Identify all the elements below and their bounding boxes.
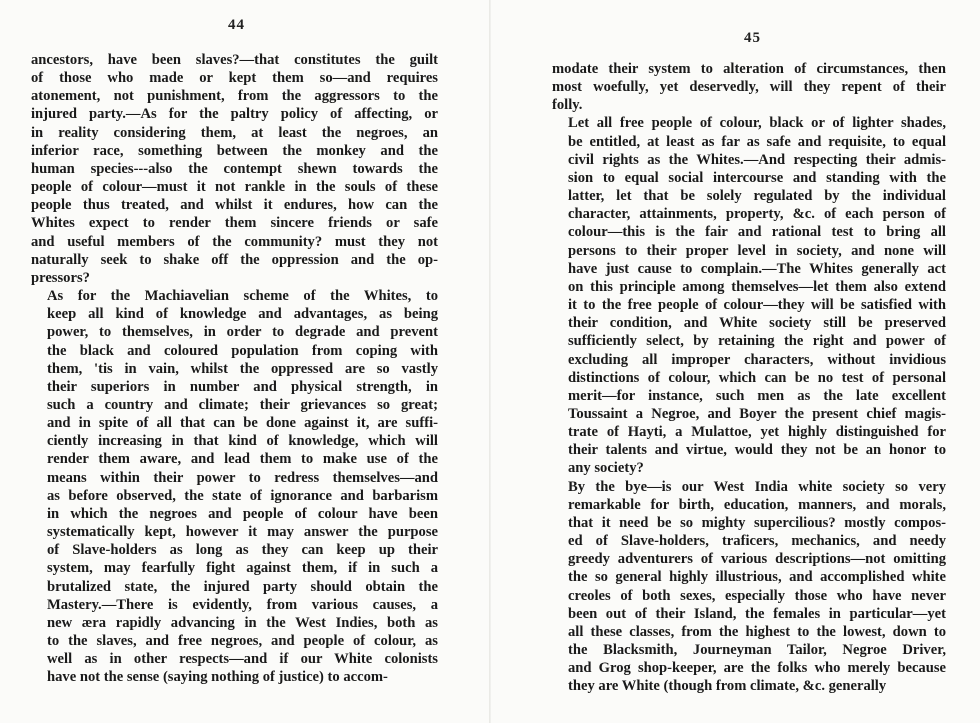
text-line: character, attainments, property, &c. of each person of (568, 206, 946, 223)
text-line: the so general highly illustrious, and accomplished white (568, 569, 946, 586)
text-line: Toussaint a Negroe, and Boyer the present chief magis- (568, 405, 946, 422)
text-line: atonement, not punishment, from the aggressors to the (31, 88, 438, 105)
text-line: of Slave-holders as long as they can keep up their (47, 542, 438, 559)
paragraph (552, 114, 946, 477)
text-line: creoles of both sexes, especially those who have never (568, 587, 946, 604)
text-line: well as in other respects—and if our White colonists (47, 651, 438, 668)
text-line: sion to equal social intercourse and standing with the (568, 169, 946, 186)
text-line: systematically kept, however it may answer the purpose (47, 524, 438, 541)
text-line: such a country and climate; their grievances so great; (47, 396, 438, 413)
text-line: latter, let that be solely regulated by the individual (568, 188, 946, 205)
page-number: 45 (744, 30, 761, 46)
text-line: Whites expect to render them sincere friends or safe (31, 215, 438, 232)
page-right (491, 0, 980, 723)
text-line: ancestors, have been slaves?—that constitutes the guilt (31, 52, 438, 68)
text-line: people of colour—must it not rankle in the souls of these (31, 179, 438, 196)
text-line: As for the Machiavelian scheme of the Whites, to (47, 288, 438, 305)
text-line: injured party.—As for the paltry policy of affecting, or (31, 106, 438, 123)
text-line: means within their power to redress themselves—and (47, 469, 438, 486)
text-line: of those who made or kept them so—and requires (31, 70, 438, 87)
text-line: all these classes, from the highest to the lowest, down to (568, 623, 946, 640)
text-line: most woefully, yet deservedly, will they repent of their (552, 79, 946, 96)
text-line: trate of Hayti, a Mulattoe, yet highly distinguished for (568, 424, 946, 441)
text-line: their condition, and White society still be preserved (568, 315, 946, 332)
text-line: been out of their Island, the females in particular—yet (568, 605, 946, 622)
paragraph (552, 478, 946, 696)
page-left (0, 0, 489, 723)
text-line: their superiors in number and physical strength, in (47, 378, 438, 395)
text-line: their talents and virtue, would they not be an honor to (568, 442, 946, 459)
text-line: persons to their proper level in society, and none will (568, 242, 946, 259)
text-line: ciently increasing in that kind of knowledge, which will (47, 433, 438, 450)
text-line: keep all kind of knowledge and advantages, as being (47, 306, 438, 323)
paragraph (31, 287, 438, 686)
page-body (552, 60, 946, 695)
text-line: remarkable for birth, education, manners, and morals, (568, 496, 946, 513)
text-line: them, 'tis in vain, whilst the oppressed are so vastly (47, 360, 438, 377)
text-line: colour—this is the fair and rational test to bring all (568, 224, 946, 241)
text-line: as before observed, the state of ignorance and barbarism (47, 487, 438, 504)
text-line: on this principle among themselves—let them also extend (568, 278, 946, 295)
text-line: the Blacksmith, Journeyman Tailor, Negroe Driver, (568, 642, 946, 658)
text-line: inferior race, something between the monkey and the (31, 142, 438, 159)
text-line: distinctions of colour, which can be no test of personal (568, 369, 946, 386)
paragraph (31, 51, 438, 287)
text-line: ed of Slave-holders, traficers, mechanics, and needy (568, 533, 946, 550)
page-body (31, 51, 438, 686)
text-line: and in spite of all that can be done against it, are suffi- (47, 415, 438, 432)
text-line: and Grog shop-keeper, are the folks who merely because (568, 660, 946, 677)
text-line: brutalized state, the injured party should obtain the (47, 578, 438, 595)
text-line: people thus treated, and whilst it endures, how can the (31, 197, 438, 214)
text-line: By the bye—is our West India white society so very (568, 478, 946, 495)
text-line: have just cause to complain.—The Whites generally act (568, 260, 946, 277)
text-line: civil rights as the Whites.—And respecting their admis- (568, 151, 946, 168)
text-line: the black and coloured population from coping with (47, 342, 438, 359)
text-line: in reality considering them, at least the negroes, an (31, 124, 438, 141)
text-line: naturally seek to shake off the oppression and the op- (31, 251, 438, 268)
text-line: system, may fearfully fight against them, if in such a (47, 560, 438, 577)
text-line: that it need be so mighty supercilious? mostly compos- (568, 514, 946, 531)
text-line: and useful members of the community? must they not (31, 233, 438, 250)
text-line: human species---also the contempt shewn towards the (31, 160, 438, 177)
text-line: they are White (though from climate, &c. generally (568, 678, 887, 695)
text-line: have not the sense (saying nothing of justice) to accom- (47, 669, 388, 686)
text-line: excluding all improper characters, without invidious (568, 351, 946, 368)
text-line: Mastery.—There is evidently, from various causes, a (47, 596, 438, 613)
text-line: pressors? (31, 269, 90, 286)
text-line: greedy adventurers of various descriptions—not omitting (568, 551, 946, 568)
paragraph (552, 60, 946, 114)
text-line: Let all free people of colour, black or of lighter shades, (568, 115, 946, 132)
text-line: modate their system to alteration of circumstances, then (552, 61, 946, 77)
text-line: power, to themselves, in order to degrade and prevent (47, 324, 438, 341)
page-number: 44 (228, 17, 245, 33)
text-line: any society? (568, 460, 644, 477)
text-line: render them aware, and lead them to make use of the (47, 451, 438, 468)
text-line: sufficiently select, by retaining the right and power of (568, 333, 946, 350)
text-line: to the slaves, and free negroes, and people of colour, as (47, 633, 438, 649)
text-line: new æra rapidly advancing in the West Indies, both as (47, 614, 438, 631)
text-line: be entitled, at least as far as safe and requisite, to equal (568, 133, 946, 150)
text-line: folly. (552, 97, 583, 114)
text-line: in which the negroes and people of colour have been (47, 505, 438, 522)
text-line: it to the free people of colour—they will be satisfied with (568, 297, 946, 314)
text-line: merit—for instance, such men as the late excellent (568, 387, 946, 404)
